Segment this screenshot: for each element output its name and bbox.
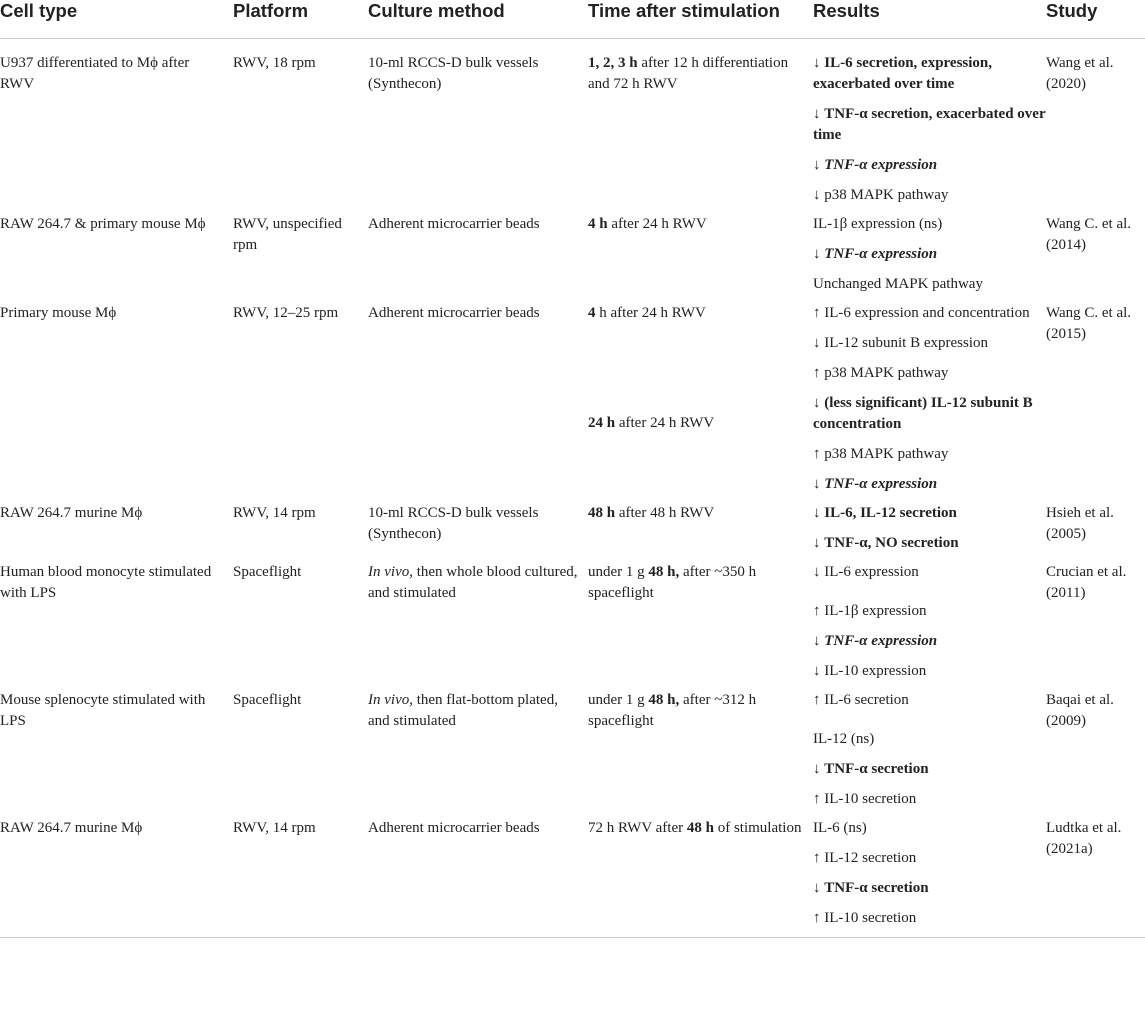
table-row <box>0 495 1145 554</box>
time-bold: 1, 2, 3 h <box>588 55 638 71</box>
results <box>813 810 1046 938</box>
time-bold: 48 h, <box>648 692 680 708</box>
result-item <box>813 562 1046 583</box>
time-rest: after ~350 h spaceflight <box>588 564 757 601</box>
result-text: p38 MAPK pathway <box>824 446 949 462</box>
result-text: IL-6 secretion, expression, exacerbated over time <box>813 55 993 92</box>
result-item <box>813 363 1046 384</box>
platform: RWV, 12–25 rpm <box>233 305 339 321</box>
result-item <box>813 303 1046 324</box>
cell-type: RAW 264.7 & primary mouse Mϕ <box>0 216 206 232</box>
result-text: TNF-α secretion <box>824 880 929 896</box>
arrow-down-icon: ↓ <box>813 476 825 492</box>
study: Crucian et al. (2011) <box>1046 564 1127 601</box>
result-text: p38 MAPK pathway <box>824 365 949 381</box>
time-after-stimulation <box>588 810 813 938</box>
study: Wang C. et al. (2014) <box>1046 216 1132 253</box>
arrow-up-icon: ↑ <box>813 910 825 926</box>
time-sub-b <box>588 413 803 434</box>
result-text: IL-6, IL-12 secretion <box>824 505 957 521</box>
result-item <box>813 661 1046 682</box>
time-bold: 48 h <box>588 505 616 521</box>
results <box>813 554 1046 682</box>
result-text: IL-1β expression (ns) <box>813 216 943 232</box>
results-list <box>813 503 1046 554</box>
study: Ludtka et al. (2021a) <box>1046 810 1145 938</box>
result-item <box>813 214 1046 235</box>
arrow-down-icon: ↓ <box>813 106 825 122</box>
culture-rest: , then flat-bottom plated, and stimulated <box>368 692 558 729</box>
results <box>813 39 1046 207</box>
result-item <box>813 533 1046 554</box>
time-rest: after 24 h RWV <box>615 415 715 431</box>
time-bold: 48 h, <box>648 564 680 580</box>
time-rest: h after 24 h RWV <box>595 305 706 321</box>
result-item <box>813 908 1046 929</box>
culture-method: Adherent microcarrier beads <box>368 810 588 938</box>
time-after-stimulation <box>588 295 813 495</box>
result-item <box>813 53 1046 95</box>
table-body <box>0 39 1145 938</box>
time-pre: under 1 g <box>588 692 649 708</box>
result-item <box>813 244 1046 265</box>
arrow-up-icon: ↑ <box>813 305 825 321</box>
culture-method <box>368 682 588 810</box>
cell-type: Human blood monocyte stimulated with LPS <box>0 564 212 601</box>
arrow-up-icon: ↑ <box>813 791 825 807</box>
result-text: TNF-α expression <box>824 633 938 649</box>
results-list <box>813 690 1046 810</box>
result-text: IL-10 secretion <box>824 910 917 926</box>
time-rest: after 12 h differentiation and 72 h RWV <box>588 55 789 92</box>
result-item <box>813 631 1046 652</box>
results-list <box>813 393 1046 495</box>
arrow-down-icon: ↓ <box>813 633 825 649</box>
arrow-up-icon: ↑ <box>813 446 825 462</box>
result-text: p38 MAPK pathway <box>824 187 949 203</box>
time-after-stimulation <box>588 206 813 295</box>
cell-type: Mouse splenocyte stimulated with LPS <box>0 692 206 729</box>
platform: Spaceflight <box>233 564 302 580</box>
results-list <box>813 818 1046 929</box>
result-item <box>813 503 1046 524</box>
result-item <box>813 474 1046 495</box>
cell-type: RAW 264.7 murine Mϕ <box>0 810 233 938</box>
time-bold: 4 h <box>588 216 608 232</box>
platform: RWV, 14 rpm <box>233 810 368 938</box>
result-item <box>813 444 1046 465</box>
time-bold: 24 h <box>588 415 616 431</box>
time-pre: 72 h RWV after <box>588 820 687 836</box>
results <box>813 206 1046 295</box>
result-text: IL-12 secretion <box>824 850 917 866</box>
arrow-down-icon: ↓ <box>813 535 825 551</box>
arrow-up-icon: ↑ <box>813 692 825 708</box>
study: Baqai et al. (2009) <box>1046 692 1114 729</box>
culture-method: 10-ml RCCS-D bulk vessels (Synthecon) <box>368 55 539 92</box>
arrow-down-icon: ↓ <box>813 505 825 521</box>
platform: Spaceflight <box>233 692 302 708</box>
result-item <box>813 104 1046 146</box>
time-after-stimulation <box>588 495 813 554</box>
culture-method: 10-ml RCCS-D bulk vessels (Synthecon) <box>368 505 539 542</box>
result-text: TNF-α secretion, exacerbated over time <box>813 106 1046 143</box>
results-list <box>813 214 1046 295</box>
header-row <box>0 0 1145 39</box>
arrow-down-icon: ↓ <box>813 187 825 203</box>
result-text: IL-6 (ns) <box>813 820 867 836</box>
result-text: TNF-α, NO secretion <box>824 535 959 551</box>
result-item <box>813 789 1046 810</box>
time-after-stimulation <box>588 554 813 682</box>
time-rest: of stimulation <box>713 820 802 836</box>
header-cell-type: Cell type <box>0 0 233 39</box>
arrow-down-icon: ↓ <box>813 55 825 71</box>
table-row <box>0 39 1145 207</box>
result-text: IL-12 (ns) <box>813 731 875 747</box>
arrow-down-icon: ↓ <box>813 564 825 580</box>
time-bold: 48 h <box>686 820 714 836</box>
study: Wang et al. (2020) <box>1046 55 1114 92</box>
arrow-down-icon: ↓ <box>813 246 825 262</box>
platform: RWV, 14 rpm <box>233 505 316 521</box>
time-rest: after 48 h RWV <box>615 505 715 521</box>
result-text: TNF-α secretion <box>824 761 929 777</box>
arrow-up-icon: ↑ <box>813 850 825 866</box>
result-item <box>813 155 1046 176</box>
table-row <box>0 682 1145 810</box>
results-list <box>813 53 1046 206</box>
result-text: IL-10 expression <box>824 663 927 679</box>
result-item <box>813 601 1046 622</box>
results <box>813 295 1046 495</box>
result-text: Unchanged MAPK pathway <box>813 276 983 292</box>
study: Wang C. et al. (2015) <box>1046 305 1132 342</box>
arrow-down-icon: ↓ <box>813 157 825 173</box>
table-row <box>0 554 1145 682</box>
time-pre: under 1 g <box>588 564 649 580</box>
result-item <box>813 690 1046 711</box>
culture-method: Adherent microcarrier beads <box>368 216 540 232</box>
time-rest: after ~312 h spaceflight <box>588 692 757 729</box>
study: Hsieh et al. (2005) <box>1046 505 1114 542</box>
result-text: TNF-α expression <box>824 157 938 173</box>
result-item <box>813 818 1046 839</box>
result-item <box>813 759 1046 780</box>
header-platform: Platform <box>233 0 368 39</box>
arrow-up-icon: ↑ <box>813 365 825 381</box>
arrow-down-icon: ↓ <box>813 663 825 679</box>
arrow-down-icon: ↓ <box>813 880 825 896</box>
arrow-down-icon: ↓ <box>813 395 825 411</box>
cell-type: RAW 264.7 murine Mϕ <box>0 505 143 521</box>
table-row <box>0 295 1145 495</box>
table-row <box>0 206 1145 295</box>
result-item <box>813 848 1046 869</box>
time-bold: 4 <box>588 305 596 321</box>
table-row <box>0 810 1145 938</box>
results <box>813 682 1046 810</box>
arrow-up-icon: ↑ <box>813 603 825 619</box>
arrow-down-icon: ↓ <box>813 335 825 351</box>
time-after-stimulation <box>588 39 813 207</box>
result-text: IL-10 secretion <box>824 791 917 807</box>
culture-method: Adherent microcarrier beads <box>368 305 540 321</box>
time-after-stimulation <box>588 682 813 810</box>
time-sub-a <box>588 303 803 413</box>
results-list <box>813 562 1046 682</box>
platform: RWV, 18 rpm <box>233 55 316 71</box>
culture-italic: In vivo <box>368 692 410 708</box>
result-text: IL-6 secretion <box>824 692 909 708</box>
header-culture-method: Culture method <box>368 0 588 39</box>
culture-rest: , then whole blood cultured, and stimulated <box>368 564 578 601</box>
header-results: Results <box>813 0 1046 39</box>
header-time-after-stimulation: Time after stimulation <box>588 0 813 39</box>
result-item <box>813 729 1046 750</box>
result-item <box>813 393 1046 435</box>
platform: RWV, unspecified rpm <box>233 216 342 253</box>
result-text: IL-1β expression <box>824 603 927 619</box>
result-text: TNF-α expression <box>824 246 938 262</box>
culture-italic: In vivo <box>368 564 410 580</box>
result-item <box>813 333 1046 354</box>
results-list <box>813 303 1046 384</box>
cell-type: U937 differentiated to Mϕ after RWV <box>0 55 190 92</box>
result-text: (less significant) IL-12 subunit B concentration <box>813 395 1033 432</box>
result-text: IL-6 expression and concentration <box>824 305 1030 321</box>
result-item <box>813 878 1046 899</box>
result-text: IL-6 expression <box>824 564 919 580</box>
arrow-down-icon: ↓ <box>813 761 825 777</box>
time-rest: after 24 h RWV <box>607 216 707 232</box>
result-item <box>813 274 1046 295</box>
cell-type: Primary mouse Mϕ <box>0 305 117 321</box>
culture-method <box>368 554 588 682</box>
result-text: IL-12 subunit B expression <box>824 335 988 351</box>
result-text: TNF-α expression <box>824 476 938 492</box>
result-item <box>813 185 1046 206</box>
header-study: Study <box>1046 0 1145 39</box>
results <box>813 495 1046 554</box>
